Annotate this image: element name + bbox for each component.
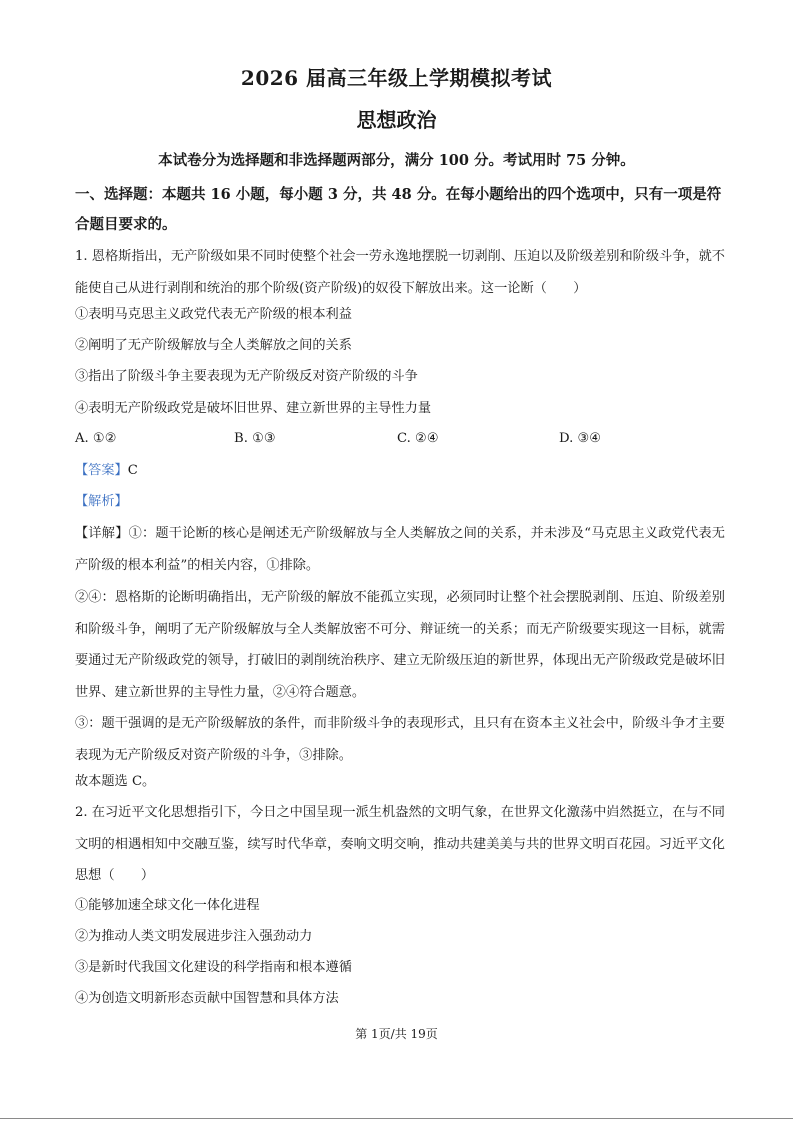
question-2-item-3: ③是新时代我国文化建设的科学指南和根本遵循 [75, 960, 352, 975]
question-2-item-4: ④为创造文明新形态贡献中国智慧和具体方法 [75, 991, 339, 1006]
section-heading: 一、选择题：本题共 16 小题，每小题 3 分，共 48 分。在每小题给出的四个选项中，只有一项是符合题目要求的。 [75, 186, 722, 233]
analysis-tag: 【解析】 [75, 494, 128, 509]
subject-title: 思想政治 [356, 108, 437, 132]
question-1-option-c: C. ②④ [397, 431, 439, 446]
page-bottom-divider [0, 1118, 793, 1119]
question-1-stem: 1. 恩格斯指出，无产阶级如果不同时使整个社会一劳永逸地摆脱一切剥削、压迫以及阶级差别和阶级斗争，就不能使自己从进行剥削和统治的那个阶级(资产阶级)的奴役下解放出来。这一论断（ ） [75, 249, 725, 296]
question-1-analysis-tag [75, 492, 735, 512]
question-1-item-3: ③指出了阶级斗争主要表现为无产阶级反对资产阶级的斗争 [75, 369, 418, 384]
exam-instructions: 本试卷分为选择题和非选择题两部分，满分 100 分。考试用时 75 分钟。 [158, 152, 635, 169]
question-1-detail-1 [75, 518, 725, 581]
question-1-conclusion: 故本题选 C。 [75, 774, 156, 789]
question-1-option-a: A. ①② [75, 431, 117, 446]
question-1-answer [75, 461, 735, 481]
page-number: 第 1页/共 19页 [355, 1027, 438, 1041]
answer-value: C [127, 463, 138, 478]
question-2-item-1: ①能够加速全球文化一体化进程 [75, 898, 260, 913]
question-1-item-1: ①表明马克思主义政党代表无产阶级的根本利益 [75, 307, 352, 322]
question-1-item-2: ②阐明了无产阶级解放与全人类解放之间的关系 [75, 338, 352, 353]
question-2-item-2: ②为推动人类文明发展进步注入强劲动力 [75, 929, 313, 944]
question-1-detail-3: ③：题干强调的是无产阶级解放的条件，而非阶级斗争的表现形式，且只有在资本主义社会中，阶级斗争才主要表现为无产阶级反对资产阶级的斗争，③排除。 [75, 716, 725, 763]
question-1-option-b: B. ①③ [234, 431, 276, 446]
question-2-stem: 2. 在习近平文化思想指引下，今日之中国呈现一派生机盎然的文明气象，在世界文化激荡中岿然挺立，在与不同文明的相遇相知中交融互鉴，续写时代华章，奏响文明交响，推动共建美美与共的世界文明百花园。习近平文化思想（ ） [75, 805, 725, 884]
question-1-detail-2: ②④：恩格斯的论断明确指出，无产阶级的解放不能孤立实现，必须同时让整个社会摆脱剥削、压迫、阶级差别和阶级斗争，阐明了无产阶级解放与全人类解放密不可分、辩证统一的关系；而无产阶级要实现这一目标，就需要通过无产阶级政党的领导，打破旧的剥削统治秩序、建立无阶级压迫的新世界，体现出无产阶级政党是破坏旧世界、建立新世界的主导性力量，②④符合题意。 [75, 590, 725, 701]
question-1-item-4: ④表明无产阶级政党是破坏旧世界、建立新世界的主导性力量 [75, 401, 432, 416]
answer-tag: 【答案】 [75, 463, 128, 478]
question-1-option-d: D. ③④ [559, 431, 602, 446]
detail-text-1: ①：题干论断的核心是阐述无产阶级解放与全人类解放之间的关系，并未涉及“马克思主义政党代表无产阶级的根本利益”的相关内容，①排除。 [75, 526, 725, 573]
exam-title: 2026 届高三年级上学期模拟考试 [240, 66, 553, 90]
detail-tag: 【详解】 [75, 526, 129, 541]
